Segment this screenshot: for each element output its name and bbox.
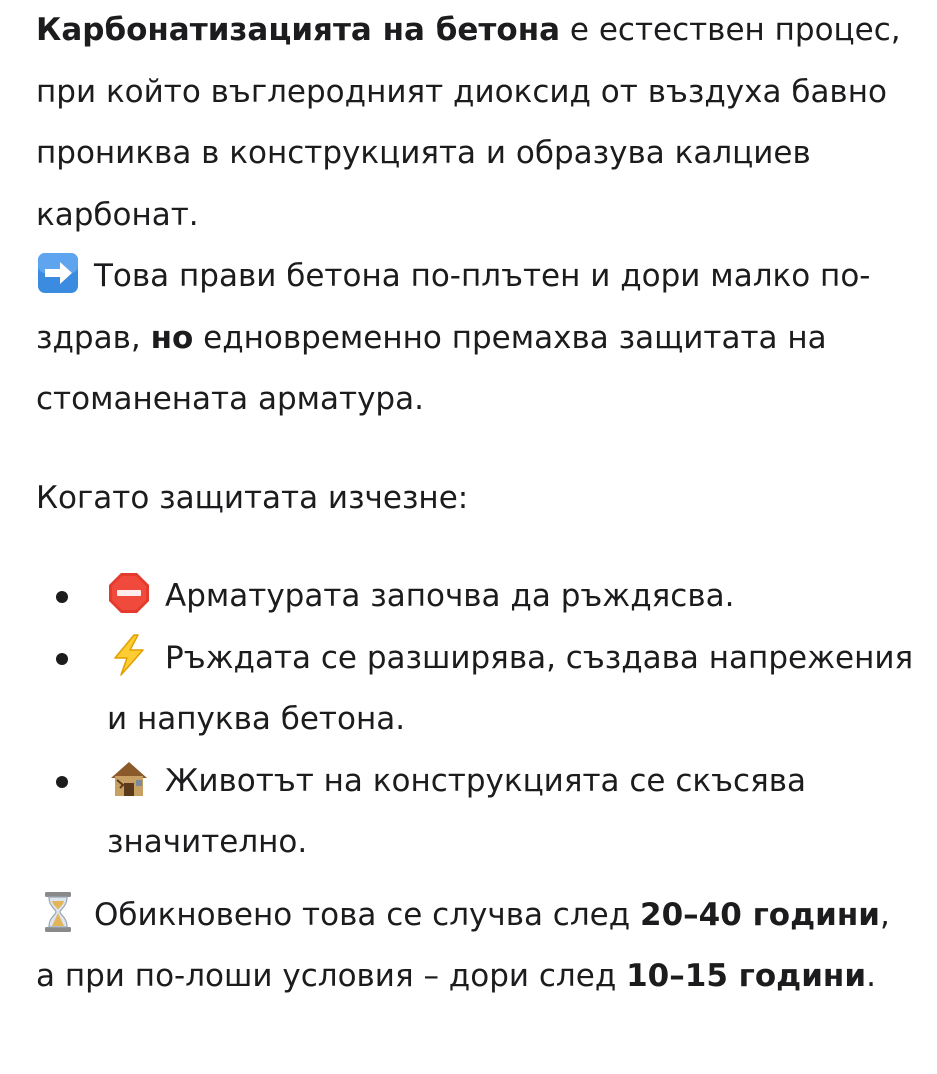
lightning-icon [107, 633, 151, 677]
derelict-house-icon [107, 756, 151, 800]
consequence-text: Арматурата започва да ръждясва. [165, 578, 735, 614]
when-heading: Когато защитата изчезне: [36, 479, 469, 516]
list-item [36, 751, 916, 874]
list-item [36, 628, 916, 751]
timeline-bold-1: 20–40 години [640, 896, 880, 933]
timeline-paragraph [36, 885, 916, 1008]
right-arrow-icon [36, 251, 80, 295]
intro-paragraph [36, 0, 916, 246]
hourglass-icon [36, 890, 80, 934]
effect-paragraph [36, 246, 916, 431]
consequences-list [36, 566, 916, 874]
effect-bold-word: но [150, 319, 194, 356]
article [36, 0, 916, 1008]
timeline-text-2: , а при по-лоши условия – дори след [36, 896, 890, 994]
consequence-text: Ръждата се разширява, създава напрежения и напуква бетона. [107, 639, 914, 737]
timeline-bold-2: 10–15 години [626, 958, 867, 994]
intro-bold-term: Карбонатизацията на бетона [36, 12, 561, 48]
timeline-text-3: . [866, 958, 876, 994]
list-item [36, 566, 916, 628]
intro-text: е естествен процес, при който въглеродният диоксид от въздуха бавно прониква в конструкцията и образува калциев карбонат. [36, 12, 901, 233]
timeline-text-1: Обикновено това се случва след [94, 896, 641, 933]
effect-text-before: Това прави бетона по-плътен и дори малко по-здрав, [36, 258, 871, 356]
stop-sign-icon [107, 571, 151, 615]
consequence-text: Животът на конструкцията се скъсява значително. [107, 762, 806, 860]
effect-text-after: едновременно премахва защитата на стоманената арматура. [36, 319, 827, 417]
